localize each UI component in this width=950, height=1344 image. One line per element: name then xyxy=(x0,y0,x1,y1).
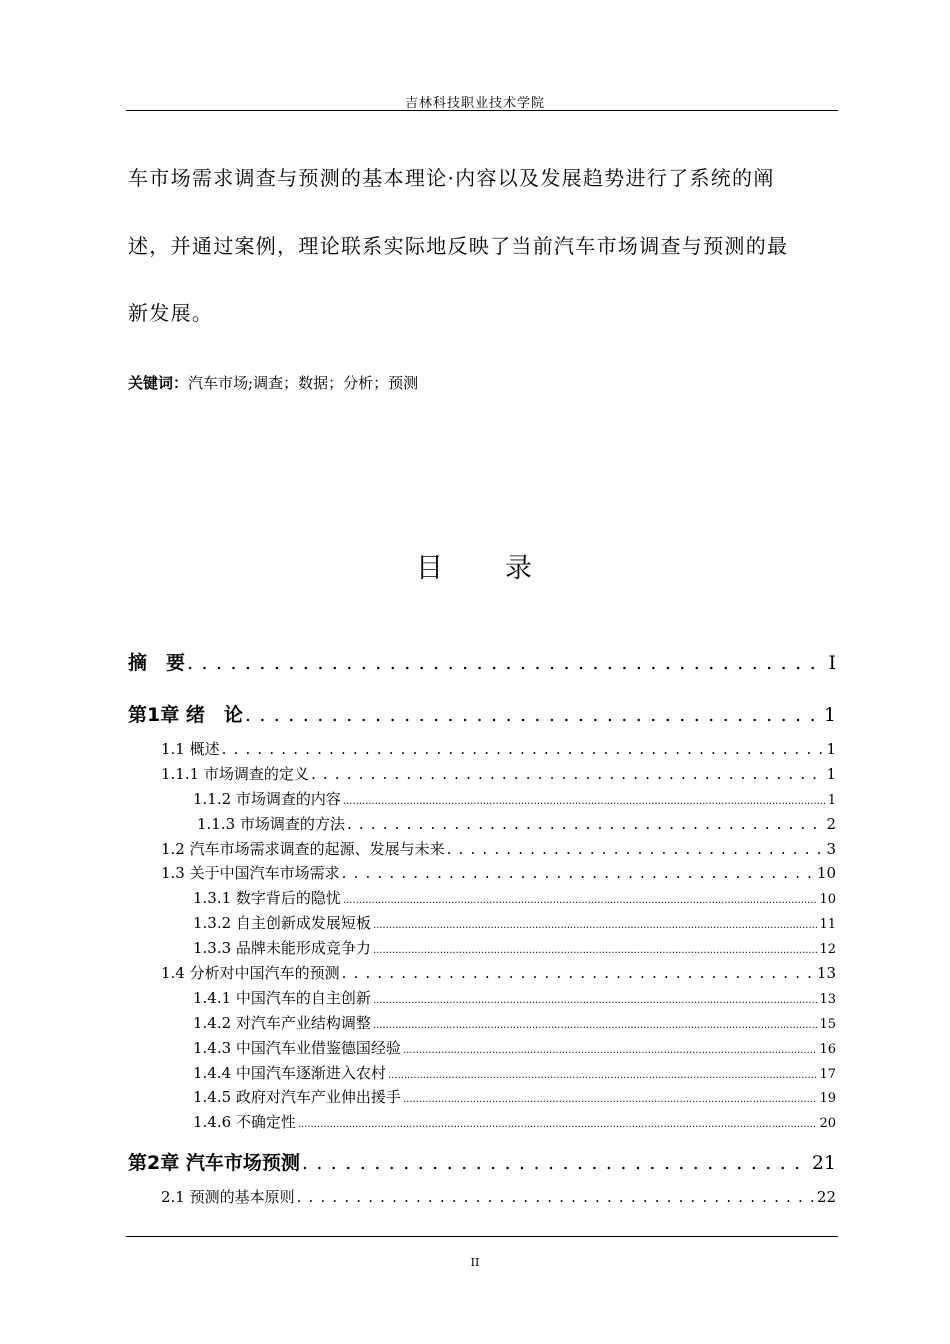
toc-entry-page: 13 xyxy=(819,992,836,1007)
toc-entry-page: 22 xyxy=(816,1188,836,1206)
toc-entry[interactable] xyxy=(193,1037,836,1061)
toc-entry-page: 15 xyxy=(819,1017,836,1032)
toc-entry-page: 11 xyxy=(819,917,836,932)
toc-leader xyxy=(388,1064,818,1082)
toc-entry-page: 17 xyxy=(819,1067,836,1082)
header-rule xyxy=(126,110,838,111)
toc-entry-page: 20 xyxy=(819,1116,836,1131)
toc-leader xyxy=(297,1188,815,1206)
toc-leader xyxy=(447,840,825,858)
abstract-line: 车市场需求调查与预测的基本理论·内容以及发展趋势进行了系统的阐 xyxy=(128,166,775,190)
toc-entry-page: 12 xyxy=(819,942,836,957)
toc-title-right: 录 xyxy=(505,553,534,584)
toc-entry-page: 1 xyxy=(826,765,836,783)
toc-entry[interactable] xyxy=(161,838,836,862)
toc-entry-text: 1.3.3 品牌未能形成竞争力 xyxy=(193,939,371,957)
toc-entry-chapter-2[interactable] xyxy=(128,1148,836,1172)
keywords-values: 汽车市场;调查；数据；分析；预测 xyxy=(188,374,419,392)
keywords xyxy=(128,372,418,393)
toc-entry-text: 摘 要 xyxy=(128,652,186,674)
toc-entry-text: 1.4.1 中国汽车的自主创新 xyxy=(193,989,371,1007)
toc-leader xyxy=(403,1039,818,1057)
toc-leader xyxy=(373,989,818,1007)
toc-leader xyxy=(403,1088,818,1106)
toc-leader xyxy=(343,889,818,907)
toc-entry-page: 10 xyxy=(816,864,836,882)
toc-leader xyxy=(302,1152,810,1174)
toc-entry-page: 21 xyxy=(811,1152,836,1174)
toc-leader xyxy=(245,704,822,726)
toc-entry[interactable] xyxy=(193,1062,836,1086)
toc-entry-page: 1 xyxy=(823,704,836,726)
toc-entry-page: 1 xyxy=(826,740,836,758)
toc-entry-text: 1.3.2 自主创新成发展短板 xyxy=(193,914,371,932)
toc-leader xyxy=(347,815,825,833)
toc-entry[interactable] xyxy=(161,1186,836,1210)
toc-entry-text: 1.4 分析对中国汽车的预测 xyxy=(161,964,340,982)
toc-entry[interactable] xyxy=(193,788,836,812)
toc-entry[interactable] xyxy=(193,887,836,911)
toc-leader xyxy=(342,864,815,882)
toc-entry-text: 1.4.5 政府对汽车产业伸出援手 xyxy=(193,1088,401,1106)
toc-entry-text: 1.4.3 中国汽车业借鉴德国经验 xyxy=(193,1039,401,1057)
toc-entry[interactable] xyxy=(161,738,836,762)
toc-leader xyxy=(373,914,818,932)
toc-entry-text: 1.1 概述 xyxy=(161,740,220,758)
toc-entry-page: 13 xyxy=(816,964,836,982)
toc-entry[interactable] xyxy=(193,1012,836,1036)
toc-entry-page: I xyxy=(828,652,836,674)
toc-entry[interactable] xyxy=(161,962,836,986)
toc-title-left: 目 xyxy=(416,553,445,584)
toc-entry[interactable] xyxy=(193,937,836,961)
toc-entry[interactable] xyxy=(161,763,836,787)
toc-entry-text: 1.2 汽车市场需求调查的起源、发展与未来 xyxy=(161,840,445,858)
toc-entry-page: 3 xyxy=(826,840,836,858)
toc-title xyxy=(0,546,950,585)
toc-entry[interactable] xyxy=(193,1086,836,1110)
toc-entry-abstract[interactable] xyxy=(128,648,836,672)
toc-leader xyxy=(373,939,818,957)
keywords-label: 关键词： xyxy=(128,374,189,392)
toc-leader xyxy=(298,1113,818,1131)
toc-entry-page: 2 xyxy=(826,815,836,833)
toc-leader xyxy=(343,790,826,808)
abstract-line: 新发展。 xyxy=(128,301,214,325)
toc-leader xyxy=(373,1014,818,1032)
toc-entry-page: 1 xyxy=(827,793,836,808)
toc-entry[interactable] xyxy=(193,987,836,1011)
toc-entry-text: 1.4.4 中国汽车逐渐进入农村 xyxy=(193,1064,386,1082)
toc-entry-page: 19 xyxy=(819,1091,836,1106)
toc-entry-text: 1.4.6 不确定性 xyxy=(193,1113,296,1131)
toc-entry[interactable] xyxy=(197,813,836,837)
toc-entry[interactable] xyxy=(193,1111,836,1135)
toc-entry-text: 1.3 关于中国汽车市场需求 xyxy=(161,864,340,882)
toc-entry-text: 第1章 绪 论 xyxy=(128,704,243,726)
page-header-title: 吉林科技职业技术学院 xyxy=(404,96,545,111)
toc-entry-page: 16 xyxy=(819,1042,836,1057)
toc-leader xyxy=(222,740,825,758)
toc-entry-text: 1.1.3 市场调查的方法 xyxy=(197,815,345,833)
toc-entry-text: 1.3.1 数字背后的隐忧 xyxy=(193,889,341,907)
abstract-line: 述，并通过案例，理论联系实际地反映了当前汽车市场调查与预测的最 xyxy=(128,234,789,258)
page-number: II xyxy=(470,1256,480,1269)
toc-entry-text: 1.1.2 市场调查的内容 xyxy=(193,790,341,808)
toc-entry-page: 10 xyxy=(819,892,836,907)
toc-entry-text: 1.4.2 对汽车产业结构调整 xyxy=(193,1014,371,1032)
toc-entry-text: 1.1.1 市场调查的定义 xyxy=(161,765,309,783)
toc-leader xyxy=(187,652,826,674)
toc-entry-chapter-1[interactable] xyxy=(128,700,836,724)
toc-entry-text: 2.1 预测的基本原则 xyxy=(161,1188,295,1206)
toc-leader xyxy=(342,964,815,982)
toc-entry[interactable] xyxy=(161,862,836,886)
toc-entry[interactable] xyxy=(193,912,836,936)
footer-rule xyxy=(126,1236,838,1237)
toc-leader xyxy=(311,765,825,783)
toc-entry-text: 第2章 汽车市场预测 xyxy=(128,1152,300,1174)
